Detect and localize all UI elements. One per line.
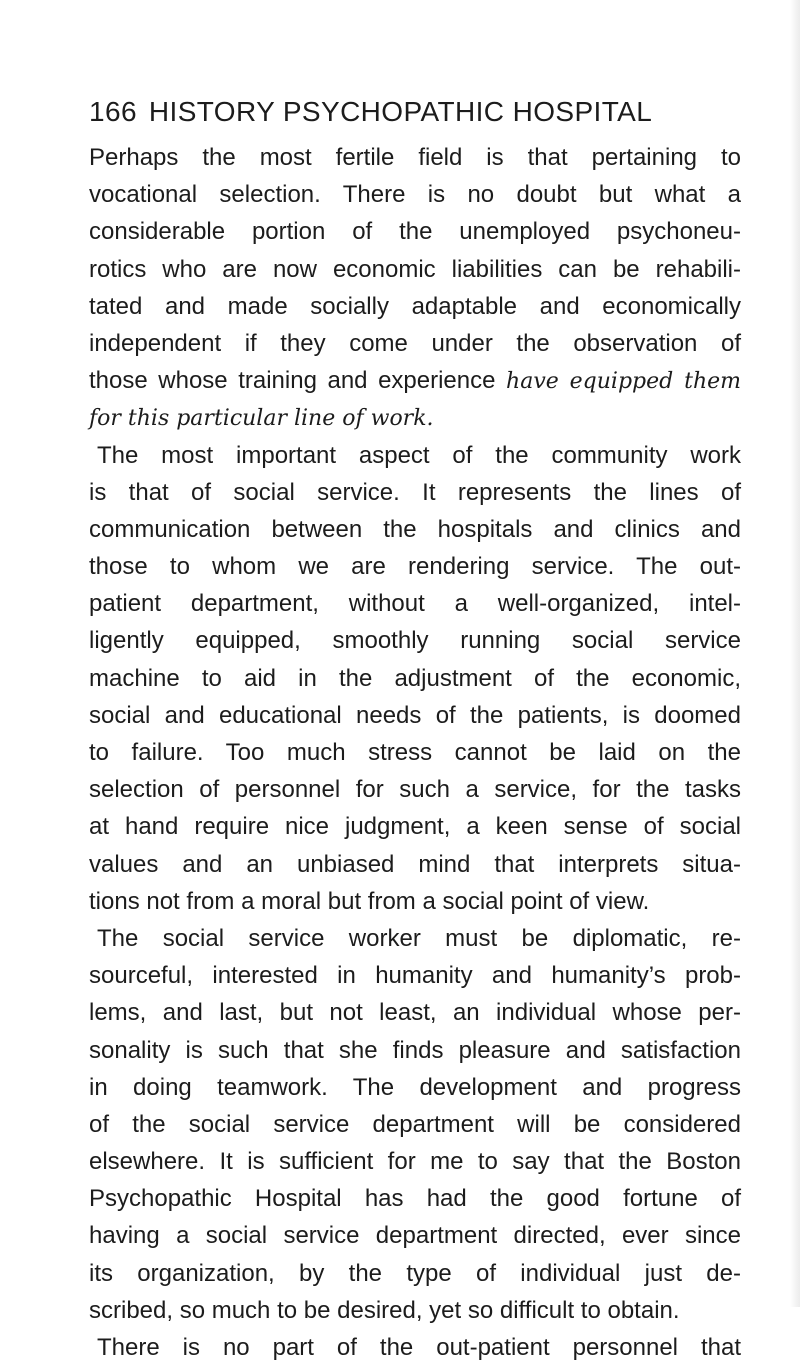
text-line: in doing teamwork. The development and progress: [89, 1073, 741, 1101]
running-title: HISTORY PSYCHOPATHIC HOSPITAL: [148, 96, 653, 127]
text-line: machine to aid in the adjustment of the economic,: [89, 664, 741, 692]
italic-text-run: have equipped them: [506, 369, 742, 395]
text-line: its organization, by the type of individual just de-: [89, 1259, 741, 1287]
text-line: rotics who are now economic liabilities can be rehabili-: [89, 255, 741, 283]
text-line: values and an unbiased mind that interprets situa-: [89, 850, 741, 878]
text-line: lems, and last, but not least, an individual whose per-: [89, 999, 741, 1027]
italic-text-run: for this particular line of work.: [89, 406, 434, 432]
text-line: patient department, without a well-organized, intel-: [89, 590, 741, 618]
page-edge-shadow: [790, 0, 800, 1307]
text-line: independent if they come under the observation of: [89, 329, 741, 357]
text-line: tions not from a moral but from a social point of view.: [89, 887, 650, 915]
text-line: selection of personnel for such a service, for the tasks: [89, 776, 741, 804]
text-line: to failure. Too much stress cannot be laid on the: [89, 739, 741, 766]
text-line: sourceful, interested in humanity and humanity’s prob-: [89, 962, 741, 990]
text-line: is that of social service. It represents the lines of: [89, 478, 741, 506]
text-line: communication between the hospitals and clinics and: [89, 515, 741, 543]
text-line: elsewhere. It is sufficient for me to say that the Boston: [89, 1148, 741, 1176]
body-text: [89, 139, 741, 1366]
text-line: vocational selection. There is no doubt but what a: [89, 181, 741, 209]
running-head: [89, 96, 652, 128]
text-line: The social service worker must be diplomatic, re-: [97, 924, 741, 952]
text-line: [89, 399, 741, 436]
text-line: of the social service department will be considered: [89, 1110, 741, 1138]
text-line: Psychopathic Hospital has had the good fortune of: [89, 1185, 741, 1213]
text-line: those to whom we are rendering service. The out-: [89, 553, 741, 581]
page-number: 166: [89, 96, 137, 127]
text-line: ligently equipped, smoothly running social service: [89, 627, 741, 655]
text-line: at hand require nice judgment, a keen sense of social: [89, 813, 741, 841]
text-line: The most important aspect of the community work: [97, 441, 741, 469]
text-line: scribed, so much to be desired, yet so difficult to obtain.: [89, 1296, 680, 1324]
text-line: having a social service department directed, ever since: [89, 1222, 741, 1250]
text-line: There is no part of the out-patient personnel that: [97, 1334, 741, 1361]
text-line: tated and made socially adaptable and economically: [89, 292, 741, 320]
text-line: Perhaps the most fertile field is that pertaining to: [89, 144, 741, 171]
text-line: social and educational needs of the patients, is doomed: [89, 701, 741, 729]
text-run: those whose training and experience: [89, 367, 507, 395]
text-line: [89, 362, 741, 399]
text-line: considerable portion of the unemployed psychoneu-: [89, 218, 741, 246]
text-line: sonality is such that she finds pleasure and satisfaction: [89, 1036, 741, 1064]
